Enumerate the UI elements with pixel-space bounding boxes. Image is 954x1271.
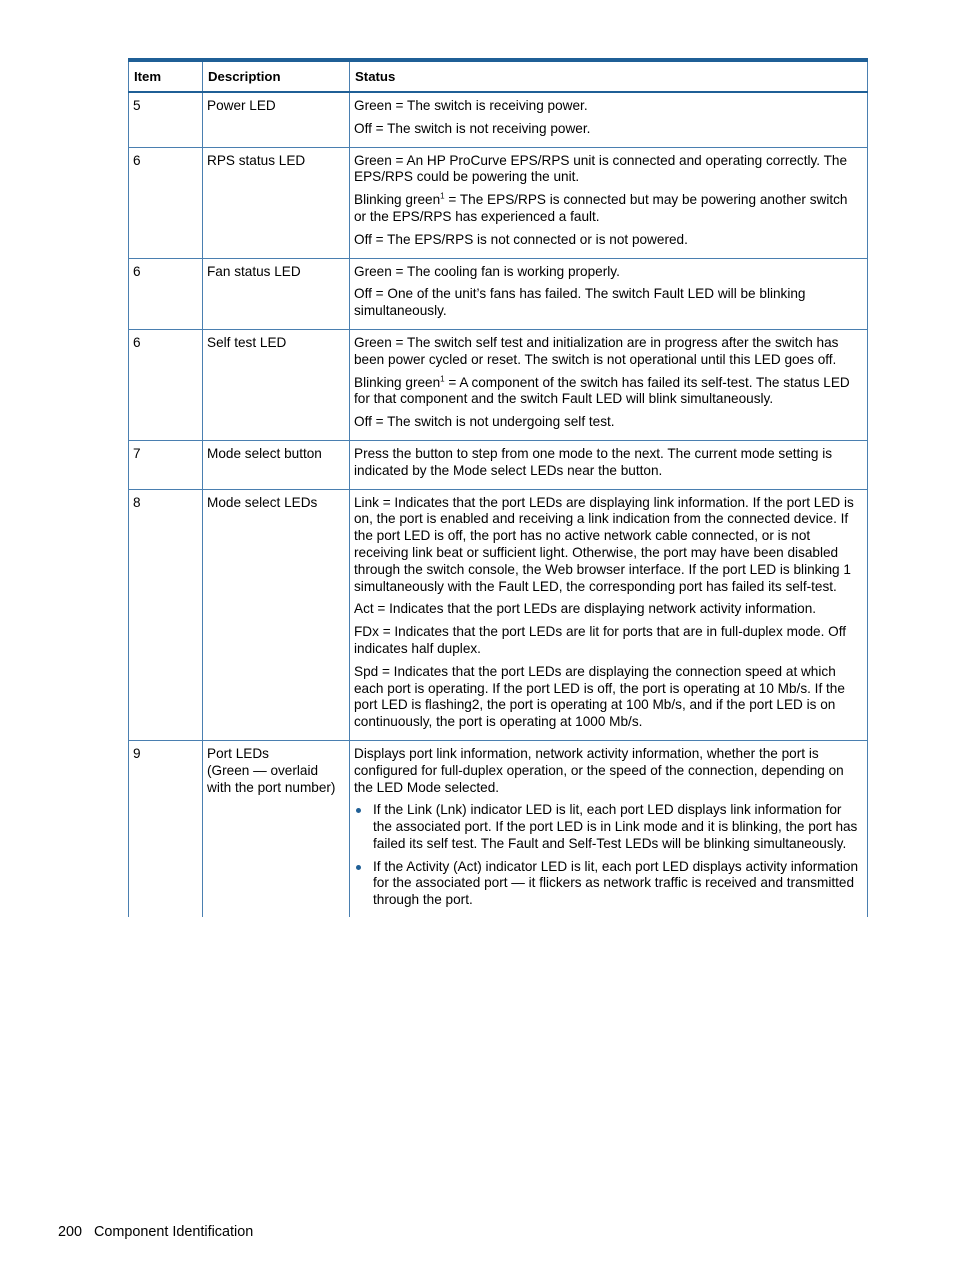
status-lead: Blinking green: [354, 192, 441, 208]
status-paragraph: [354, 446, 862, 480]
table-row: [129, 489, 868, 740]
item-cell: 6: [129, 329, 203, 440]
status-paragraph: [354, 264, 862, 281]
status-text: = A component of the switch has failed its self-test. The status LED for that component and the switch Fault LED will blink simultaneously.: [354, 374, 850, 407]
status-paragraph: [354, 153, 862, 187]
status-cell: [350, 147, 868, 258]
status-text: Off = The switch is not undergoing self test.: [354, 414, 615, 430]
footnote-marker: 1: [440, 191, 445, 201]
status-paragraph: [354, 375, 862, 409]
status-paragraph: [354, 232, 862, 249]
description-cell: Power LED: [203, 92, 350, 147]
status-text: Link = Indicates that the port LEDs are displaying link information. If the port LED is on, the port is enabled and receiving a link indication from the connected device. If the port LED is off, the port has no active network cable connected, or is not receiving link beat or sufficient light. Otherwise, the port may have been disabled through the switch console, the Web browser interface. If the port LED is blinking 1 simultaneously with the Fault LED, the corresponding port has failed its self-test.: [354, 494, 854, 594]
status-cell: [350, 329, 868, 440]
status-text: Off = The EPS/RPS is not connected or is not powered.: [354, 231, 688, 247]
bullet-item: If the Activity (Act) indicator LED is lit, each port LED displays activity information for the associated port — it flickers as network traffic is received and transmitted through the port.: [354, 859, 862, 909]
status-paragraph: [354, 664, 862, 731]
led-status-table: [128, 58, 868, 917]
page-footer: [58, 1223, 253, 1241]
status-paragraph: [354, 624, 862, 658]
table-header-row: [129, 60, 868, 92]
description-cell: Fan status LED: [203, 258, 350, 329]
bullet-item: If the Link (Lnk) indicator LED is lit, each port LED displays link information for the associated port. If the port LED is in Link mode and it is blinking, the port has failed its self test. The Fault and Self-Test LEDs will be blinking simultaneously.: [354, 802, 862, 852]
status-cell: [350, 489, 868, 740]
status-cell: [350, 92, 868, 147]
status-text: Press the button to step from one mode to the next. The current mode setting is indicated by the Mode select LEDs near the button.: [354, 445, 833, 478]
table-row: [129, 440, 868, 489]
status-paragraph: [354, 98, 862, 115]
status-text: Act = Indicates that the port LEDs are displaying network activity information.: [354, 601, 817, 617]
status-paragraph: [354, 495, 862, 596]
table-row: [129, 740, 868, 917]
item-cell: 8: [129, 489, 203, 740]
item-cell: 6: [129, 258, 203, 329]
footer-section-title: Component Identification: [94, 1224, 254, 1240]
status-text: FDx = Indicates that the port LEDs are lit for ports that are in full-duplex mode. Off indicates half duplex.: [354, 624, 847, 656]
status-cell: [350, 258, 868, 329]
status-paragraph: [354, 414, 862, 431]
description-cell: Port LEDs (Green — overlaid with the port number): [203, 740, 350, 917]
item-cell: 5: [129, 92, 203, 147]
status-paragraph: [354, 335, 862, 369]
table-row: [129, 258, 868, 329]
status-text: Displays port link information, network activity information, whether the port is configured for full-duplex operation, or the speed of the connection, depending on the LED Mode selected.: [354, 745, 844, 795]
status-cell: [350, 740, 868, 917]
status-cell: [350, 440, 868, 489]
status-paragraph: [354, 601, 862, 618]
header-item: Item: [129, 60, 203, 92]
table-row: [129, 147, 868, 258]
status-text: Green = An HP ProCurve EPS/RPS unit is connected and operating correctly. The EPS/RPS could be powering the unit.: [354, 152, 848, 185]
table-row: [129, 92, 868, 147]
description-cell: Self test LED: [203, 329, 350, 440]
page-number: 200: [58, 1224, 83, 1240]
description-cell: RPS status LED: [203, 147, 350, 258]
status-bullet-list: [354, 802, 862, 909]
led-table-container: [128, 58, 867, 917]
status-lead: Blinking green: [354, 374, 441, 390]
item-cell: 6: [129, 147, 203, 258]
status-text: Off = The switch is not receiving power.: [354, 120, 591, 136]
status-paragraph: [354, 192, 862, 226]
status-text: Off = One of the unit’s fans has failed. The switch Fault LED will be blinking simultaneously.: [354, 286, 806, 319]
description-cell: Mode select LEDs: [203, 489, 350, 740]
item-cell: 7: [129, 440, 203, 489]
footnote-marker: 1: [440, 374, 445, 384]
item-cell: 9: [129, 740, 203, 917]
status-paragraph: [354, 746, 862, 796]
status-text: = The EPS/RPS is connected but may be powering another switch or the EPS/RPS has experienced a fault.: [354, 192, 848, 224]
description-cell: Mode select button: [203, 440, 350, 489]
header-description: Description: [203, 60, 350, 92]
header-status: Status: [350, 60, 868, 92]
table-row: [129, 329, 868, 440]
status-text: Green = The switch self test and initialization are in progress after the switch has been power cycled or reset. The switch is not operational until this LED goes off.: [354, 334, 839, 367]
status-text: Spd = Indicates that the port LEDs are displaying the connection speed at which each port is operating. If the port LED is off, the port is operating at 10 Mb/s. If the port LED is flashing2, the port is operating at 100 Mb/s, and if the port LED is on continuously, the port is operating at 1000 Mb/s.: [354, 663, 845, 730]
status-paragraph: [354, 121, 862, 138]
status-text: Green = The switch is receiving power.: [354, 98, 588, 113]
table-body: [129, 92, 868, 917]
status-text: Green = The cooling fan is working properly.: [354, 263, 620, 279]
status-paragraph: [354, 286, 862, 320]
